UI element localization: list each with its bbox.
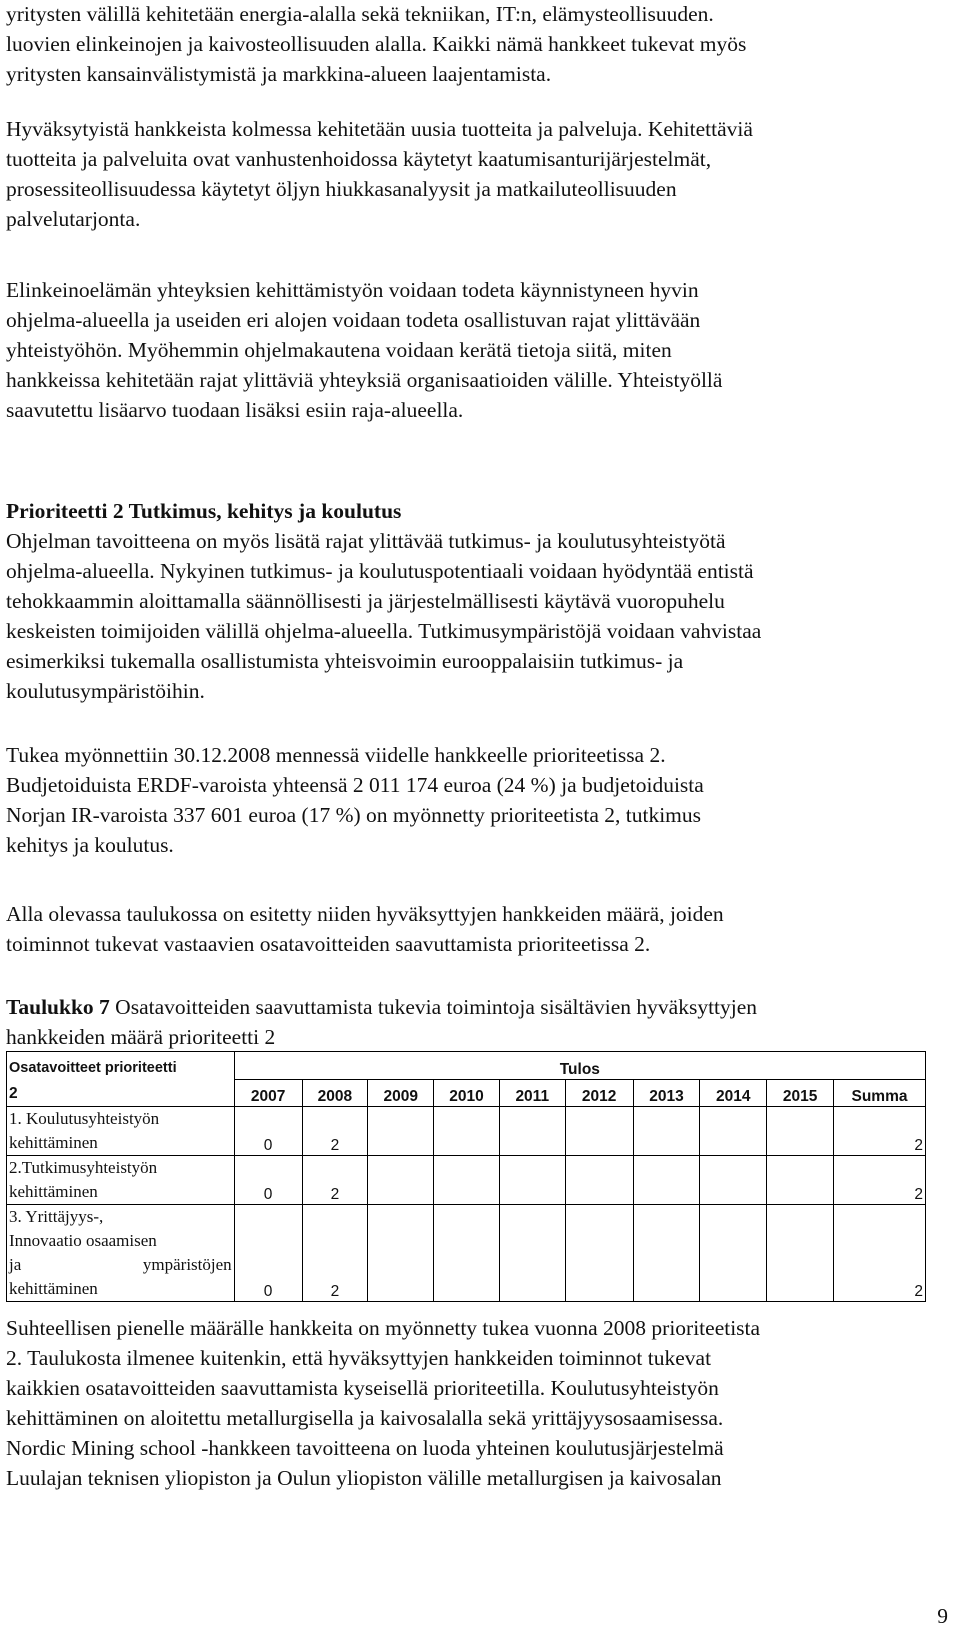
text-line: koulutusympäristöihin. <box>6 679 205 703</box>
table-caption <box>6 992 954 1052</box>
text-line: yhteistyöhön. Myöhemmin ohjelmakautena voidaan kerätä tietoja siitä, miten <box>6 338 672 362</box>
text-line: luovien elinkeinojen ja kaivosteollisuuden alalla. Kaikki nämä hankkeet tukevat myös <box>6 32 747 56</box>
value-2012 <box>565 1107 633 1156</box>
value-2009 <box>368 1156 434 1205</box>
text-line: kehittäminen on aloitettu metallurgisella ja kaivosalalla sekä yrittäjyysosaamisessa. <box>6 1406 724 1430</box>
value-2010 <box>434 1156 500 1205</box>
header-tulos: Tulos <box>234 1052 925 1080</box>
paragraph-2 <box>6 114 954 234</box>
paragraph-7 <box>6 1313 954 1493</box>
year-header: 2010 <box>434 1080 500 1107</box>
text-line: Tukea myönnettiin 30.12.2008 mennessä viidelle hankkeelle prioriteetissa 2. <box>6 743 666 767</box>
text-line: palvelutarjonta. <box>6 207 141 231</box>
value-2015 <box>767 1156 834 1205</box>
value-2011 <box>499 1205 565 1302</box>
value-2014 <box>700 1107 767 1156</box>
text-line: Norjan IR-varoista 337 601 euroa (17 %) on myönnetty prioriteetista 2, tutkimus <box>6 803 702 827</box>
paragraph-3 <box>6 275 954 425</box>
text-line: kehitys ja koulutus. <box>6 833 174 857</box>
table-caption-label: Taulukko 7 <box>6 995 110 1019</box>
text-line: 2. Taulukosta ilmenee kuitenkin, että hyväksyttyjen hankkeiden toiminnot tukevat <box>6 1346 712 1370</box>
value-2009 <box>368 1205 434 1302</box>
table-row <box>7 1156 926 1205</box>
goal-text: 1. Koulutusyhteistyön <box>9 1109 160 1128</box>
year-header: 2008 <box>302 1080 368 1107</box>
section-heading: Prioriteetti 2 Tutkimus, kehitys ja koulutus <box>6 499 402 523</box>
sum-header: Summa <box>834 1080 926 1107</box>
value-2014 <box>700 1205 767 1302</box>
text-line: tehokkaammin aloittamalla säännöllisesti ja järjestelmällisesti käytävä vuoropuhelu <box>6 589 725 613</box>
table-caption-text: hankkeiden määrä prioriteetti 2 <box>6 1025 276 1049</box>
text-line: tuotteita ja palveluita ovat vanhustenhoidossa käytetyt kaatumisanturijärjestelmät, <box>6 147 712 171</box>
results-table <box>6 1051 926 1302</box>
year-header: 2011 <box>499 1080 565 1107</box>
goal-text: kehittäminen <box>9 1133 98 1152</box>
goal-text-justified <box>9 1253 232 1277</box>
value-2012 <box>565 1205 633 1302</box>
year-header: 2009 <box>368 1080 434 1107</box>
text-line: esimerkiksi tukemalla osallistumista yhteisvoimin eurooppalaisiin tutkimus- ja <box>6 649 684 673</box>
value-summa: 2 <box>834 1205 926 1302</box>
goal-text: Innovaatio osaamisen <box>9 1231 157 1250</box>
value-summa: 2 <box>834 1107 926 1156</box>
year-header: 2012 <box>565 1080 633 1107</box>
goal-word: ja <box>9 1255 22 1274</box>
value-2007: 0 <box>234 1156 302 1205</box>
text-line: yritysten välillä kehitetään energia-alalla sekä tekniikan, IT:n, elämysteollisuuden. <box>6 2 714 26</box>
value-2008: 2 <box>302 1205 368 1302</box>
text-line: ohjelma-alueella. Nykyinen tutkimus- ja koulutuspotentiaali voidaan hyödyntää entistä <box>6 559 754 583</box>
paragraph-5 <box>6 740 954 860</box>
goal-text: 3. Yrittäjyys-, <box>9 1207 104 1226</box>
goal-cell <box>7 1156 235 1205</box>
paragraph-1 <box>6 0 954 89</box>
text-line: Luulajan teknisen yliopiston ja Oulun yliopiston välille metallurgisen ja kaivosalan <box>6 1466 722 1490</box>
table-row <box>7 1205 926 1302</box>
value-2009 <box>368 1107 434 1156</box>
value-2013 <box>633 1205 700 1302</box>
header-cell-goal <box>7 1052 235 1107</box>
text-line: keskeisten toimijoiden välillä ohjelma-alueella. Tutkimusympäristöjä voidaan vahvistaa <box>6 619 762 643</box>
value-2015 <box>767 1107 834 1156</box>
value-2008: 2 <box>302 1156 368 1205</box>
value-2010 <box>434 1205 500 1302</box>
value-2013 <box>633 1156 700 1205</box>
table-row <box>7 1107 926 1156</box>
text-line: hankkeissa kehitetään rajat ylittäviä yhteyksiä organisaatioiden välille. Yhteistyöllä <box>6 368 723 392</box>
goal-cell <box>7 1107 235 1156</box>
text-line: toiminnot tukevat vastaavien osatavoitteiden saavuttamista prioriteetissa 2. <box>6 932 651 956</box>
year-header: 2015 <box>767 1080 834 1107</box>
table-header-row <box>7 1052 926 1080</box>
text-line: Suhteellisen pienelle määrälle hankkeita on myönnetty tukea vuonna 2008 prioriteetista <box>6 1316 761 1340</box>
value-2012 <box>565 1156 633 1205</box>
goal-text: 2.Tutkimusyhteistyön <box>9 1158 158 1177</box>
text-line: Hyväksytyistä hankkeista kolmessa kehitetään uusia tuotteita ja palveluja. Kehitettäviä <box>6 117 753 141</box>
year-header: 2013 <box>633 1080 700 1107</box>
goal-text: kehittäminen <box>9 1279 98 1298</box>
text-line: prosessiteollisuudessa käytetyt öljyn hiukkasanalyysit ja matkailuteollisuuden <box>6 177 677 201</box>
paragraph-6 <box>6 899 954 959</box>
value-2007: 0 <box>234 1205 302 1302</box>
value-2014 <box>700 1156 767 1205</box>
text-line: Nordic Mining school -hankkeen tavoitteena on luoda yhteinen koulutusjärjestelmä <box>6 1436 724 1460</box>
goal-cell <box>7 1205 235 1302</box>
text-line: saavutettu lisäarvo tuodaan lisäksi esiin raja-alueella. <box>6 398 464 422</box>
value-2008: 2 <box>302 1107 368 1156</box>
header-label: Osatavoitteet prioriteetti <box>9 1060 177 1076</box>
value-summa: 2 <box>834 1156 926 1205</box>
value-2011 <box>499 1156 565 1205</box>
goal-word: ympäristöjen <box>142 1255 232 1274</box>
header-label: 2 <box>9 1085 18 1102</box>
text-line: kaikkien osatavoitteiden saavuttamista kyseisellä prioriteetilla. Koulutusyhteistyön <box>6 1376 719 1400</box>
text-line: Alla olevassa taulukossa on esitetty niiden hyväksyttyjen hankkeiden määrä, joiden <box>6 902 724 926</box>
text-line: yritysten kansainvälistymistä ja markkina-alueen laajentamista. <box>6 62 552 86</box>
value-2015 <box>767 1205 834 1302</box>
text-line: Ohjelman tavoitteena on myös lisätä rajat ylittävää tutkimus- ja koulutusyhteistyötä <box>6 529 726 553</box>
text-line: ohjelma-alueella ja useiden eri alojen voidaan todeta osallistuvan rajat ylittävään <box>6 308 701 332</box>
goal-text: kehittäminen <box>9 1182 98 1201</box>
section-priority-2 <box>6 496 954 706</box>
year-header: 2014 <box>700 1080 767 1107</box>
value-2011 <box>499 1107 565 1156</box>
value-2010 <box>434 1107 500 1156</box>
table-caption-text: Osatavoitteiden saavuttamista tukevia toimintoja sisältävien hyväksyttyjen <box>109 995 758 1019</box>
text-line: Budjetoiduista ERDF-varoista yhteensä 2 011 174 euroa (24 %) ja budjetoiduista <box>6 773 704 797</box>
value-2013 <box>633 1107 700 1156</box>
value-2007: 0 <box>234 1107 302 1156</box>
year-header: 2007 <box>234 1080 302 1107</box>
page-number: 9 <box>937 1604 948 1628</box>
text-line: Elinkeinoelämän yhteyksien kehittämistyön voidaan todeta käynnistyneen hyvin <box>6 278 699 302</box>
